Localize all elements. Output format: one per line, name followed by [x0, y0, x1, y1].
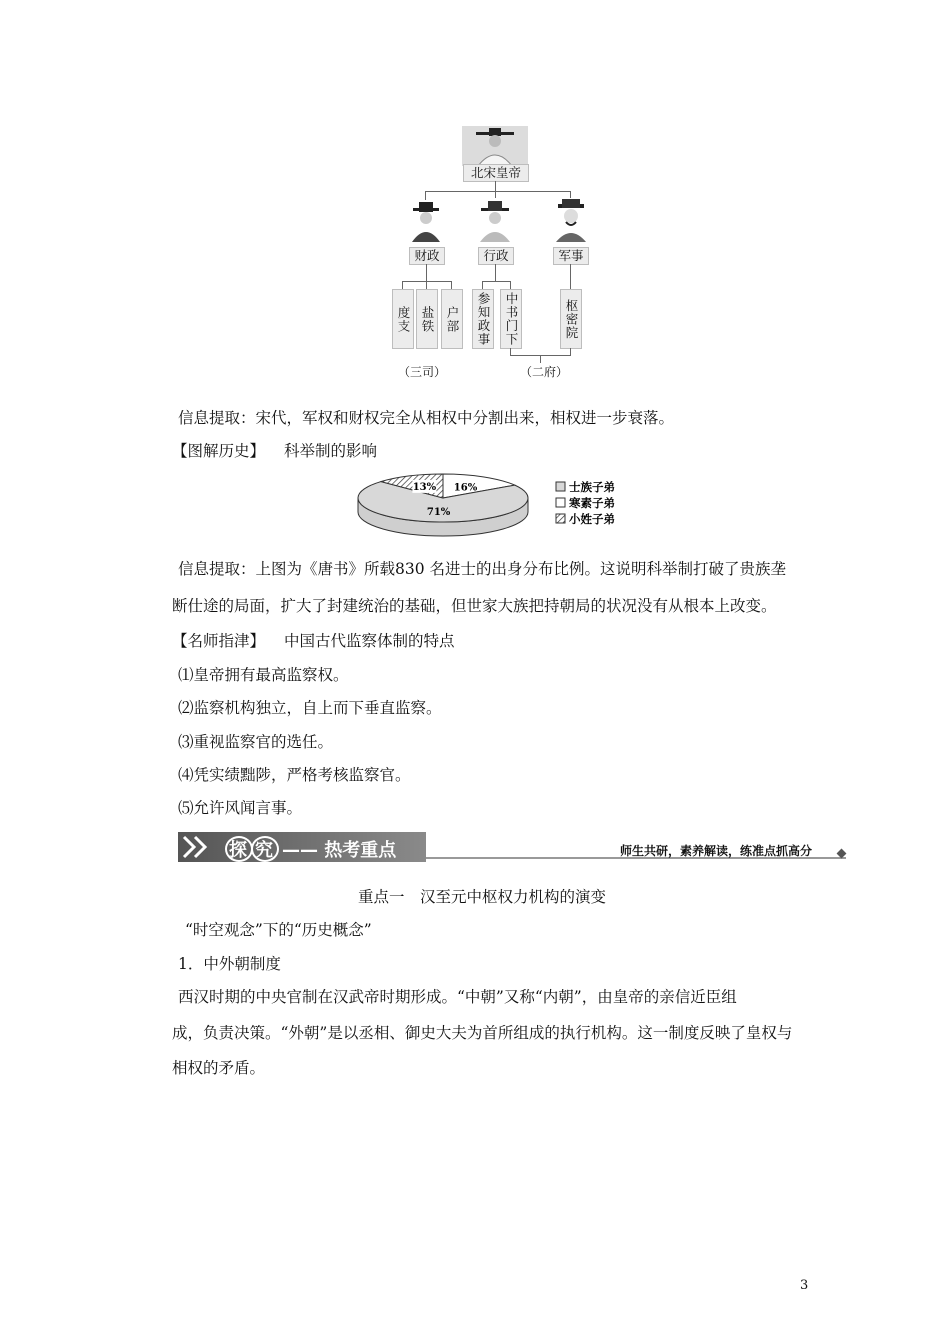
tujie-tag: 【图解历史】 [172, 442, 266, 460]
legend-label-2: 小姓子弟 [569, 512, 615, 526]
banner-char-2: 究 [255, 840, 273, 861]
military-box: 军事 [553, 247, 589, 265]
point-4: ⑷凭实绩黜陟，严格考核监察官。 [178, 766, 411, 784]
sansi-item-hubu: 户部 [441, 289, 463, 349]
sansi-label: （三司） [398, 365, 447, 379]
body-line-3: 相权的矛盾。 [172, 1059, 266, 1077]
banner-subtitle: —— 热考重点 [282, 840, 397, 861]
sansi-item-yantie: 盐铁 [416, 289, 438, 349]
military-official-portrait [552, 198, 590, 242]
mingshi-title: 中国古代监察体制的特点 [283, 632, 455, 650]
mingshi-tag: 【名师指津】 [172, 632, 266, 650]
finance-official-portrait [408, 200, 444, 242]
tujie-title: 科举制的影响 [283, 442, 377, 460]
legend-label-1: 寒素子弟 [569, 496, 615, 510]
military-item-shumiyuan: 枢密院 [560, 289, 582, 349]
legend-swatch-1 [556, 498, 565, 507]
point-3: ⑶重视监察官的选任。 [178, 733, 334, 751]
page-number: 3 [800, 1278, 809, 1293]
legend-label-0: 士族子弟 [569, 480, 615, 494]
pie-label-2: 13% [412, 481, 437, 493]
emperor-figure-icon [462, 126, 528, 166]
mingshi-heading [172, 630, 454, 652]
pie-label-1: 16% [453, 482, 478, 494]
section-title: 重点一 汉至元中枢权力机构的演变 [358, 888, 607, 906]
legend-swatch-2 [556, 514, 565, 523]
info-extraction-1: 信息提取：宋代，军权和财权完全从相权中分割出来，相权进一步衰落。 [178, 409, 675, 427]
body-line-2: 成，负责决策。“外朝”是以丞相、御史大夫为首所组成的执行机构。这一制度反映了皇权与 [172, 1024, 793, 1042]
double-chevron-icon [182, 835, 218, 859]
point-2: ⑵监察机构独立，自上而下垂直监察。 [178, 699, 442, 717]
emperor-portrait [462, 126, 528, 166]
banner-char-1: 探 [229, 840, 247, 861]
official-icon [552, 198, 590, 242]
pie-label-0: 71% [426, 507, 451, 519]
admin-official-portrait [476, 198, 514, 242]
legend-swatch-0 [556, 482, 565, 491]
keju-pie-chart [355, 470, 645, 545]
concept-title: “时空观念”下的“历史概念” [185, 921, 372, 939]
emperor-box: 北宋皇帝 [463, 164, 529, 182]
admin-item-zhongshu: 中书门下 [500, 289, 522, 349]
official-icon [408, 200, 444, 242]
finance-box: 财政 [409, 247, 445, 265]
info-extraction-2-line2: 断仕途的局面，扩大了封建统治的基础，但世家大族把持朝局的状况没有从根本上改变。 [172, 597, 777, 615]
banner-slogan: 师生共研，素养解读，练准点抓高分 [620, 844, 813, 858]
point-1: ⑴皇帝拥有最高监察权。 [178, 666, 349, 684]
tujie-heading [172, 440, 377, 462]
official-icon [476, 198, 514, 242]
point-5: ⑸允许风闻言事。 [178, 799, 303, 817]
admin-item-canzhi: 参知政事 [472, 289, 494, 349]
erfu-label: （二府） [520, 365, 569, 379]
sansi-item-duzhi: 度支 [392, 289, 414, 349]
info-extraction-2-line1: 信息提取：上图为《唐书》所载830 名进士的出身分布比例。这说明科举制打破了贵族垄 [178, 560, 787, 578]
body-line-1: 西汉时期的中央官制在汉武帝时期形成。“中朝”又称“内朝”，由皇帝的亲信近臣组 [178, 988, 737, 1006]
admin-box: 行政 [478, 247, 514, 265]
item-1-title: 1．中外朝制度 [178, 955, 281, 973]
